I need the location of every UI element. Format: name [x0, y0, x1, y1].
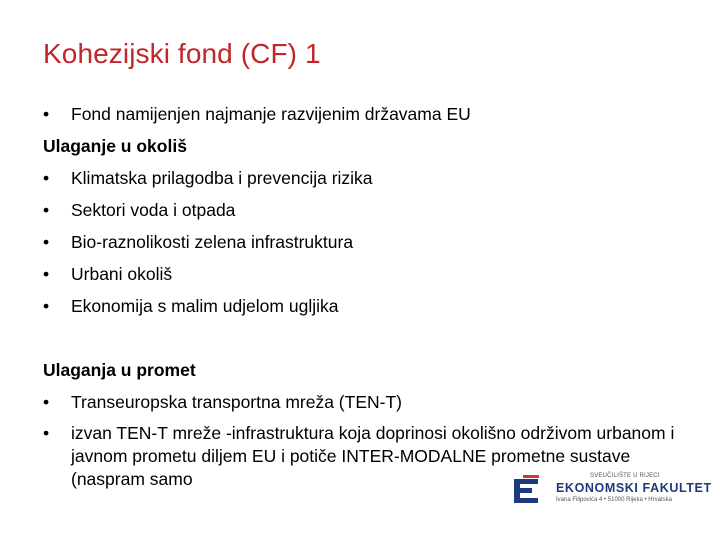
- logo-faculty-name: EKONOMSKI FAKULTET: [556, 481, 712, 495]
- list-item-text: Klimatska prilagodba i prevencija rizika: [71, 168, 373, 188]
- list-item-text: Sektori voda i otpada: [71, 200, 236, 220]
- list-item: [43, 386, 693, 418]
- slide-title: Kohezijski fond (CF) 1: [43, 38, 321, 69]
- bullet-icon: •: [43, 296, 50, 316]
- bullet-icon: •: [43, 104, 50, 124]
- bullet-icon: •: [43, 200, 50, 220]
- section2-heading: Ulaganja u promet: [43, 360, 196, 380]
- list-item-text: izvan TEN-T mreže -infrastruktura koja doprinosi okolišno održivom urbanom i javnom prometu diljem EU i potiče INTER-MODALNE prometne sustave (naspram samo: [71, 423, 675, 489]
- faculty-logo: [514, 473, 712, 507]
- list-item: [43, 226, 693, 258]
- list-item: [43, 194, 693, 226]
- section-spacer: [43, 322, 693, 354]
- list-item-text: Transeuropska transportna mreža (TEN-T): [71, 392, 402, 412]
- bullet-icon: •: [43, 392, 50, 412]
- bullet-icon: •: [43, 423, 50, 443]
- section1-heading: Ulaganje u okoliš: [43, 136, 187, 156]
- intro-bullet-text: Fond namijenjen najmanje razvijenim državama EU: [71, 104, 471, 124]
- list-item-text: Ekonomija s malim udjelom ugljika: [71, 296, 339, 316]
- bullet-icon: •: [43, 264, 50, 284]
- list-item: [43, 290, 693, 322]
- slide-content: [43, 98, 693, 491]
- list-item-text: Urbani okoliš: [71, 264, 173, 284]
- list-item: [43, 162, 693, 194]
- list-item-text: Bio-raznolikosti zelena infrastruktura: [71, 232, 354, 252]
- list-item: [43, 258, 693, 290]
- bullet-icon: •: [43, 168, 50, 188]
- logo-address-text: Ivana Filipovića 4 • 51000 Rijeka • Hrvatska: [556, 497, 672, 503]
- ef-logo-icon: [514, 475, 542, 505]
- intro-bullet-item: [43, 98, 693, 130]
- bullet-icon: •: [43, 232, 50, 252]
- logo-university-text: SVEUČILIŠTE U RIJECI: [590, 473, 660, 479]
